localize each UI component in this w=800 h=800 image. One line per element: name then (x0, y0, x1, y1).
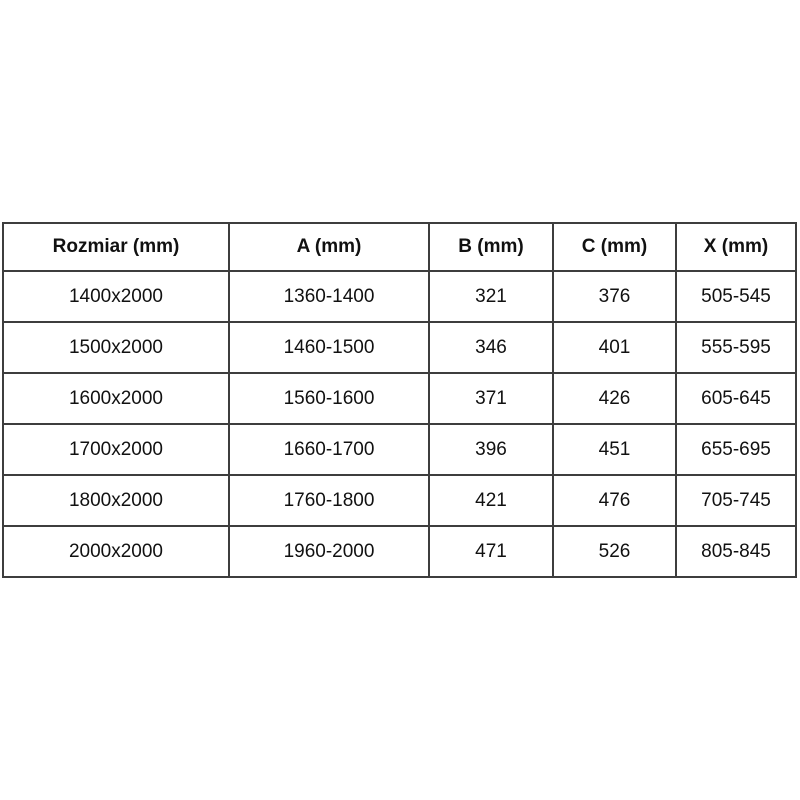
cell-a: 1960-2000 (229, 526, 429, 577)
cell-a: 1460-1500 (229, 322, 429, 373)
cell-x: 705-745 (676, 475, 796, 526)
cell-rozmiar: 1600x2000 (3, 373, 229, 424)
cell-rozmiar: 1500x2000 (3, 322, 229, 373)
table-row (3, 373, 796, 424)
cell-rozmiar: 1400x2000 (3, 271, 229, 322)
cell-x: 605-645 (676, 373, 796, 424)
cell-b: 371 (429, 373, 553, 424)
cell-c: 476 (553, 475, 676, 526)
cell-a: 1760-1800 (229, 475, 429, 526)
cell-x: 805-845 (676, 526, 796, 577)
column-header-b: B (mm) (429, 223, 553, 271)
cell-a: 1660-1700 (229, 424, 429, 475)
cell-b: 471 (429, 526, 553, 577)
table-row (3, 424, 796, 475)
column-header-a: A (mm) (229, 223, 429, 271)
cell-b: 396 (429, 424, 553, 475)
cell-c: 526 (553, 526, 676, 577)
cell-c: 451 (553, 424, 676, 475)
cell-x: 555-595 (676, 322, 796, 373)
column-header-c: C (mm) (553, 223, 676, 271)
table-row (3, 322, 796, 373)
cell-x: 505-545 (676, 271, 796, 322)
table-header-row (3, 223, 796, 271)
column-header-rozmiar: Rozmiar (mm) (3, 223, 229, 271)
cell-c: 401 (553, 322, 676, 373)
table-row (3, 526, 796, 577)
size-dimensions-table (2, 222, 797, 578)
cell-b: 321 (429, 271, 553, 322)
table-row (3, 271, 796, 322)
cell-b: 346 (429, 322, 553, 373)
cell-a: 1560-1600 (229, 373, 429, 424)
column-header-x: X (mm) (676, 223, 796, 271)
cell-c: 376 (553, 271, 676, 322)
cell-a: 1360-1400 (229, 271, 429, 322)
cell-x: 655-695 (676, 424, 796, 475)
cell-rozmiar: 1700x2000 (3, 424, 229, 475)
cell-rozmiar: 1800x2000 (3, 475, 229, 526)
cell-c: 426 (553, 373, 676, 424)
table-row (3, 475, 796, 526)
cell-b: 421 (429, 475, 553, 526)
cell-rozmiar: 2000x2000 (3, 526, 229, 577)
